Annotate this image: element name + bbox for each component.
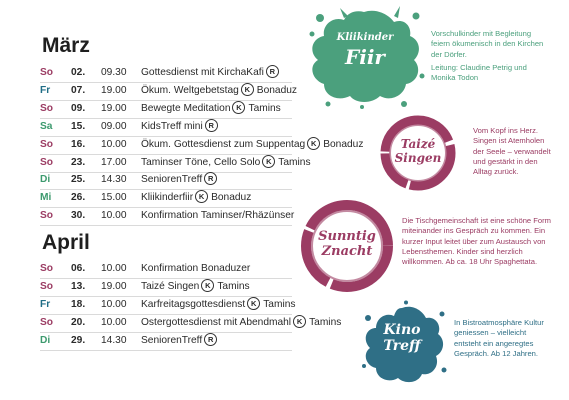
event-place: Tamins xyxy=(248,102,281,114)
event-place: Bonaduz xyxy=(256,84,297,96)
location-badge-icon: R xyxy=(204,333,217,346)
event-weekday: So xyxy=(40,156,54,168)
location-badge-icon: K xyxy=(293,315,306,328)
event-weekday: So xyxy=(40,280,54,292)
event-title: Konfirmation Taminser/Rhäzünser xyxy=(141,210,295,222)
event-date: 06. xyxy=(71,263,86,274)
location-badge-icon: K xyxy=(195,190,208,203)
kliikinder-text: Vorschulkinder mit Begleitung feiern ökumenisch in den Kirchen der Dörfer. xyxy=(431,29,544,59)
event-weekday: Mi xyxy=(40,192,52,204)
event-weekday: So xyxy=(40,67,54,78)
event-place: Tamins xyxy=(278,156,311,168)
location-badge-icon: K xyxy=(201,279,214,292)
event-time: 14.30 xyxy=(101,174,127,186)
event-weekday: So xyxy=(40,210,54,222)
event-date: 15. xyxy=(71,120,86,132)
event-title: Ostergottesdienst mit Abendmahl K Tamins xyxy=(141,316,342,328)
event-time: 17.00 xyxy=(101,156,127,168)
event-date: 18. xyxy=(71,298,86,310)
kino-text: In Bistroatmosphäre Kultur geniessen – vielleicht entsteht ein angeregtes Gespräch. Ab 12 Jahren. xyxy=(454,318,544,358)
event-weekday: So xyxy=(40,102,54,114)
event-date: 09. xyxy=(71,102,86,114)
event-date: 16. xyxy=(71,138,86,150)
event-place: Bonaduz xyxy=(211,192,252,204)
event-weekday: Fr xyxy=(40,298,51,310)
kliikinder-title: Kliikinder Fiir xyxy=(336,32,394,69)
event-title: Karfreitagsgottesdienst K Tamins xyxy=(141,298,296,310)
event-title: KidsTreff mini R xyxy=(141,119,221,135)
event-time: 09.30 xyxy=(101,67,127,78)
event-title: Konfirmation Bonaduzer xyxy=(141,263,251,274)
event-place: Tamins xyxy=(263,298,296,310)
event-time: 19.00 xyxy=(101,280,127,292)
event-weekday: So xyxy=(40,316,54,328)
event-time: 15.00 xyxy=(101,192,127,204)
event-place: Tamins xyxy=(309,316,342,328)
event-time: 10.00 xyxy=(101,298,127,310)
event-weekday: Fr xyxy=(40,84,51,96)
event-time: 19.00 xyxy=(101,102,127,114)
event-title: Kliikinderfiir K Bonaduz xyxy=(141,192,252,204)
location-badge-icon: K xyxy=(247,297,260,310)
location-badge-icon: K xyxy=(241,83,254,96)
event-title: SeniorenTreff R xyxy=(141,333,220,349)
month-heading-april: April xyxy=(42,231,90,254)
event-date: 26. xyxy=(71,192,86,204)
event-date: 23. xyxy=(71,156,86,168)
event-weekday: So xyxy=(40,138,54,150)
location-badge-icon: R xyxy=(266,65,279,78)
event-time: 09.00 xyxy=(101,120,127,132)
event-date: 02. xyxy=(71,67,86,78)
location-badge-icon: R xyxy=(205,119,218,132)
event-title: Gottesdienst mit KirchaKafi R xyxy=(141,65,282,81)
event-time: 10.00 xyxy=(101,138,127,150)
event-place: Bonaduz xyxy=(323,138,364,150)
taize-text: Vom Kopf ins Herz. Singen ist Atemholen der Seele – verwandelt und gestärkt in den Alltag zurück. xyxy=(473,126,551,177)
event-time: 10.00 xyxy=(101,210,127,222)
event-title: Ökum. Gottesdienst zum Suppentag K Bonaduz xyxy=(141,138,364,150)
location-badge-icon: R xyxy=(204,172,217,185)
location-badge-icon: K xyxy=(307,137,320,150)
sunntig-title: Sunntig Znacht xyxy=(318,229,376,259)
event-weekday: Di xyxy=(40,334,51,346)
kliikinder-leitung: Leitung: Claudine Petrig und Monika Todon xyxy=(431,63,527,83)
event-weekday: So xyxy=(40,263,54,274)
event-place: Tamins xyxy=(217,280,250,292)
row-divider xyxy=(40,350,292,351)
kino-title: Kino Treff xyxy=(383,322,421,354)
event-time: 10.00 xyxy=(101,263,127,274)
event-date: 20. xyxy=(71,316,86,328)
event-title: SeniorenTreff R xyxy=(141,172,220,188)
location-badge-icon: K xyxy=(262,155,275,168)
location-badge-icon: K xyxy=(232,101,245,114)
event-date: 13. xyxy=(71,280,86,292)
event-time: 14.30 xyxy=(101,334,127,346)
event-title: Ökum. Weltgebetstag K Bonaduz xyxy=(141,84,297,96)
taize-title: Taizé Singen xyxy=(394,137,442,165)
event-date: 30. xyxy=(71,210,86,222)
event-time: 19.00 xyxy=(101,84,127,96)
row-divider xyxy=(40,225,292,226)
month-heading-maerz: März xyxy=(42,34,90,57)
event-date: 25. xyxy=(71,174,86,186)
event-title: Taizé Singen K Tamins xyxy=(141,280,250,292)
event-date: 29. xyxy=(71,334,86,346)
event-weekday: Sa xyxy=(40,120,53,132)
event-title: Taminser Töne, Cello Solo K Tamins xyxy=(141,156,311,168)
event-time: 10.00 xyxy=(101,316,127,328)
sunntig-text: Die Tischgemeinschaft ist eine schöne Form miteinander ins Gespräch zu kommen. Ein kurzer Input leitet über zum Austausch von Lebensthemen. Kinder sind herzlich willkommen. Ab ca. 18 Uhr Spaghettata. xyxy=(402,216,551,267)
event-title: Bewegte Meditation K Tamins xyxy=(141,102,281,114)
event-date: 07. xyxy=(71,84,86,96)
event-weekday: Di xyxy=(40,174,51,186)
